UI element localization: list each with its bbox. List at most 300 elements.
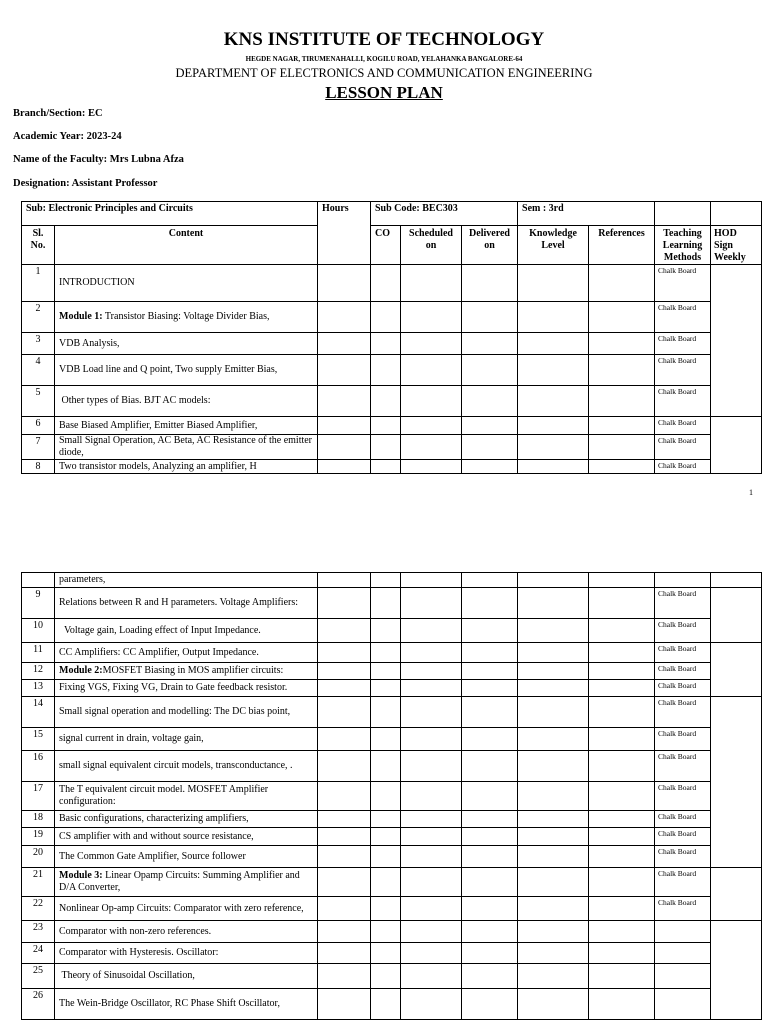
hours-header: Hours (318, 202, 371, 265)
topic-text: Transistor Biasing: Voltage Divider Bias, (102, 311, 270, 322)
co-cell (371, 355, 401, 386)
references-cell (589, 680, 655, 697)
delivered-cell (462, 460, 518, 474)
scheduled-cell (401, 921, 462, 943)
references-cell (589, 811, 655, 828)
co-cell (371, 964, 401, 989)
content-cell (55, 828, 318, 846)
hours-cell (318, 828, 371, 846)
hours-cell (318, 751, 371, 782)
references-cell (589, 697, 655, 728)
knowledge-level-cell (518, 782, 589, 811)
serial-number-cell: 16 (22, 751, 55, 782)
hours-cell (318, 355, 371, 386)
designation: Designation: Assistant Professor (13, 178, 158, 189)
content-cell (55, 265, 318, 302)
table-row (22, 588, 762, 619)
delivered-cell (462, 811, 518, 828)
hours-cell (318, 619, 371, 643)
delivered-cell (462, 751, 518, 782)
co-cell (371, 302, 401, 333)
serial-number-cell: 2 (22, 302, 55, 333)
content-cell (55, 680, 318, 697)
delivered-cell (462, 921, 518, 943)
delivered-cell (462, 828, 518, 846)
topic-text: VDB Load line and Q point, Two supply Emitter Bias, (59, 364, 278, 375)
col-content-header: Content (55, 226, 318, 265)
co-cell (371, 728, 401, 751)
scheduled-cell (401, 897, 462, 921)
co-cell (371, 663, 401, 680)
topic-text: Small signal operation and modelling: The DC bias point, (59, 706, 291, 717)
content-cell (55, 897, 318, 921)
teaching-method-cell: Chalk Board (655, 897, 711, 921)
knowledge-level-cell (518, 728, 589, 751)
table-row (22, 302, 762, 333)
content-cell (55, 663, 318, 680)
table-row (22, 355, 762, 386)
content-cell (55, 643, 318, 663)
table-row (22, 897, 762, 921)
co-cell (371, 265, 401, 302)
co-cell (371, 643, 401, 663)
content-cell (55, 989, 318, 1020)
scheduled-cell (401, 588, 462, 619)
table-row (22, 868, 762, 897)
topic-text: Nonlinear Op-amp Circuits: Comparator with zero reference, (59, 902, 304, 914)
scheduled-cell (401, 868, 462, 897)
knowledge-level-cell (518, 355, 589, 386)
references-cell (589, 386, 655, 417)
hours-cell (318, 897, 371, 921)
hours-cell (318, 643, 371, 663)
co-cell (371, 680, 401, 697)
references-cell (589, 333, 655, 355)
topic-text: Fixing VGS, Fixing VG, Drain to Gate feedback resistor. (59, 682, 288, 693)
scheduled-cell (401, 386, 462, 417)
teaching-method-cell: Chalk Board (655, 782, 711, 811)
col-knowledge-header: Knowledge Level (518, 226, 589, 265)
scheduled-cell (401, 460, 462, 474)
hours-cell (318, 302, 371, 333)
teaching-method-cell: Chalk Board (655, 265, 711, 302)
knowledge-level-cell (518, 573, 589, 588)
knowledge-level-cell (518, 435, 589, 460)
references-cell (589, 643, 655, 663)
teaching-method-cell: Chalk Board (655, 828, 711, 846)
delivered-cell (462, 573, 518, 588)
department-name: DEPARTMENT OF ELECTRONICS AND COMMUNICATION ENGINEERING (175, 66, 593, 80)
references-cell (589, 828, 655, 846)
col-sl-header: Sl. No. (22, 226, 55, 265)
scheduled-cell (401, 333, 462, 355)
scheduled-cell (401, 265, 462, 302)
topic-text: Comparator with non-zero references. (59, 925, 212, 937)
content-cell (55, 588, 318, 619)
delivered-cell (462, 964, 518, 989)
topic-text: VDB Analysis, (59, 337, 120, 349)
content-cell (55, 619, 318, 643)
knowledge-level-cell (518, 846, 589, 868)
content-cell (55, 302, 318, 333)
knowledge-level-cell (518, 989, 589, 1020)
knowledge-level-cell (518, 964, 589, 989)
sem-cell: Sem : 3rd (518, 202, 655, 226)
lesson-plan-table-page1 (21, 201, 762, 474)
table-row (22, 751, 762, 782)
teaching-method-cell: Chalk Board (655, 680, 711, 697)
delivered-cell (462, 697, 518, 728)
subject-cell: Sub: Electronic Principles and Circuits (22, 202, 318, 226)
serial-number-cell: 11 (22, 643, 55, 663)
lesson-plan-table-page2 (21, 572, 762, 1020)
delivered-cell (462, 265, 518, 302)
topic-text: signal current in drain, voltage gain, (59, 733, 204, 744)
knowledge-level-cell (518, 868, 589, 897)
content-cell (55, 460, 318, 474)
scheduled-cell (401, 828, 462, 846)
serial-number-cell: 13 (22, 680, 55, 697)
teaching-method-cell: Chalk Board (655, 588, 711, 619)
knowledge-level-cell (518, 943, 589, 964)
co-cell (371, 460, 401, 474)
topic-text: small signal equivalent circuit models, transconductance, . (59, 760, 293, 771)
content-cell (55, 964, 318, 989)
references-cell (589, 619, 655, 643)
topic-text: CS amplifier with and without source resistance, (59, 830, 254, 842)
teaching-method-cell (655, 943, 711, 964)
teaching-method-cell (655, 964, 711, 989)
subcode-cell: Sub Code: BEC303 (371, 202, 518, 226)
hours-cell (318, 811, 371, 828)
hod-sign-cell (711, 417, 762, 474)
scheduled-cell (401, 435, 462, 460)
topic-text: Comparator with Hysteresis. Oscillator: (59, 947, 219, 958)
topic-text: The Wein-Bridge Oscillator, RC Phase Shift Oscillator, (59, 998, 280, 1009)
delivered-cell (462, 943, 518, 964)
teaching-method-cell: Chalk Board (655, 643, 711, 663)
co-cell (371, 619, 401, 643)
module-label: Module 2: (59, 665, 103, 676)
delivered-cell (462, 417, 518, 435)
table-row (22, 619, 762, 643)
delivered-cell (462, 355, 518, 386)
topic-text: CC Amplifiers: CC Amplifier, Output Impedance. (59, 646, 259, 658)
content-cell (55, 355, 318, 386)
knowledge-level-cell (518, 828, 589, 846)
module-label: Module 3: (59, 870, 103, 881)
serial-number-cell: 21 (22, 868, 55, 897)
topic-text: Relations between R and H parameters. Voltage Amplifiers: (59, 597, 299, 608)
serial-number-cell: 17 (22, 782, 55, 811)
col-teaching-header: Teaching Learning Methods (655, 226, 711, 265)
delivered-cell (462, 619, 518, 643)
co-cell (371, 868, 401, 897)
co-cell (371, 943, 401, 964)
teaching-method-cell: Chalk Board (655, 697, 711, 728)
hod-sign-cell (711, 921, 762, 1020)
co-cell (371, 751, 401, 782)
serial-number-cell (22, 573, 55, 588)
knowledge-level-cell (518, 643, 589, 663)
co-cell (371, 782, 401, 811)
delivered-cell (462, 782, 518, 811)
references-cell (589, 964, 655, 989)
knowledge-level-cell (518, 302, 589, 333)
knowledge-level-cell (518, 680, 589, 697)
table-row (22, 811, 762, 828)
table-row (22, 846, 762, 868)
column-header-row (22, 226, 762, 265)
table-row (22, 943, 762, 964)
serial-number-cell: 1 (22, 265, 55, 302)
module-label: Module 1: (59, 311, 103, 322)
references-cell (589, 265, 655, 302)
references-cell (589, 435, 655, 460)
table-row (22, 921, 762, 943)
references-cell (589, 663, 655, 680)
page-number: 1 (749, 488, 753, 497)
references-cell (589, 782, 655, 811)
teaching-method-cell: Chalk Board (655, 355, 711, 386)
table-row (22, 386, 762, 417)
topic-text: MOSFET Biasing in MOS amplifier circuits: (102, 665, 284, 676)
knowledge-level-cell (518, 663, 589, 680)
hours-cell (318, 680, 371, 697)
hours-cell (318, 943, 371, 964)
teaching-method-cell (655, 573, 711, 588)
co-cell (371, 846, 401, 868)
scheduled-cell (401, 964, 462, 989)
table-row (22, 417, 762, 435)
delivered-cell (462, 728, 518, 751)
knowledge-level-cell (518, 333, 589, 355)
col-co-header: CO (371, 226, 401, 265)
teaching-method-cell: Chalk Board (655, 811, 711, 828)
topic-text: Linear Opamp Circuits: Summing Amplifier and D/A Converter, (59, 870, 303, 893)
knowledge-level-cell (518, 417, 589, 435)
scheduled-cell (401, 663, 462, 680)
table-row (22, 663, 762, 680)
hod-sign-cell (711, 573, 762, 588)
institute-name: KNS INSTITUTE OF TECHNOLOGY (223, 29, 545, 50)
table-row (22, 643, 762, 663)
knowledge-level-cell (518, 265, 589, 302)
delivered-cell (462, 680, 518, 697)
co-cell (371, 697, 401, 728)
serial-number-cell: 25 (22, 964, 55, 989)
hours-cell (318, 588, 371, 619)
serial-number-cell: 22 (22, 897, 55, 921)
subject-header-row (22, 202, 762, 226)
content-cell (55, 386, 318, 417)
topic-text: Two transistor models, Analyzing an amplifier, H (59, 460, 257, 472)
delivered-cell (462, 868, 518, 897)
content-cell (55, 573, 318, 588)
references-cell (589, 588, 655, 619)
references-cell (589, 989, 655, 1020)
table-row (22, 573, 762, 588)
co-cell (371, 435, 401, 460)
teaching-method-cell: Chalk Board (655, 751, 711, 782)
content-cell (55, 435, 318, 460)
knowledge-level-cell (518, 588, 589, 619)
serial-number-cell: 4 (22, 355, 55, 386)
serial-number-cell: 3 (22, 333, 55, 355)
topic-text: The Common Gate Amplifier, Source follower (59, 850, 246, 862)
serial-number-cell: 23 (22, 921, 55, 943)
table-row (22, 728, 762, 751)
hours-cell (318, 697, 371, 728)
co-cell (371, 811, 401, 828)
topic-text: Theory of Sinusoidal Oscillation, (59, 970, 195, 981)
topic-text: INTRODUCTION (59, 277, 135, 288)
references-cell (589, 355, 655, 386)
content-cell (55, 782, 318, 811)
serial-number-cell: 14 (22, 697, 55, 728)
teaching-method-cell: Chalk Board (655, 386, 711, 417)
teaching-method-cell: Chalk Board (655, 302, 711, 333)
topic-text: Base Biased Amplifier, Emitter Biased Amplifier, (59, 419, 258, 431)
serial-number-cell: 12 (22, 663, 55, 680)
teaching-method-cell: Chalk Board (655, 460, 711, 474)
col-scheduled-header: Scheduled on (401, 226, 462, 265)
table-row (22, 989, 762, 1020)
col-references-header: References (589, 226, 655, 265)
serial-number-cell: 10 (22, 619, 55, 643)
scheduled-cell (401, 697, 462, 728)
references-cell (589, 868, 655, 897)
references-cell (589, 460, 655, 474)
document-title: LESSON PLAN (325, 83, 443, 102)
content-cell (55, 333, 318, 355)
hours-cell (318, 782, 371, 811)
scheduled-cell (401, 355, 462, 386)
scheduled-cell (401, 811, 462, 828)
references-cell (589, 897, 655, 921)
hours-cell (318, 460, 371, 474)
knowledge-level-cell (518, 697, 589, 728)
hours-cell (318, 386, 371, 417)
knowledge-level-cell (518, 619, 589, 643)
table-row (22, 782, 762, 811)
delivered-cell (462, 989, 518, 1020)
table-row (22, 435, 762, 460)
branch-section: Branch/Section: EC (13, 108, 103, 119)
delivered-cell (462, 302, 518, 333)
hours-cell (318, 728, 371, 751)
references-cell (589, 728, 655, 751)
co-cell (371, 921, 401, 943)
teaching-method-cell: Chalk Board (655, 663, 711, 680)
hours-cell (318, 921, 371, 943)
topic-text: Voltage gain, Loading effect of Input Impedance. (59, 624, 261, 636)
teaching-method-cell: Chalk Board (655, 868, 711, 897)
content-cell (55, 846, 318, 868)
serial-number-cell: 6 (22, 417, 55, 435)
teaching-method-cell: Chalk Board (655, 846, 711, 868)
content-cell (55, 751, 318, 782)
delivered-cell (462, 663, 518, 680)
co-cell (371, 386, 401, 417)
hours-cell (318, 417, 371, 435)
serial-number-cell: 19 (22, 828, 55, 846)
topic-text: Basic configurations, characterizing amplifiers, (59, 813, 249, 824)
serial-number-cell: 15 (22, 728, 55, 751)
topic-text: Other types of Bias. BJT AC models: (59, 395, 211, 406)
table-row (22, 828, 762, 846)
hours-cell (318, 964, 371, 989)
scheduled-cell (401, 302, 462, 333)
knowledge-level-cell (518, 897, 589, 921)
table-row (22, 680, 762, 697)
scheduled-cell (401, 846, 462, 868)
scheduled-cell (401, 573, 462, 588)
table-row (22, 460, 762, 474)
knowledge-level-cell (518, 921, 589, 943)
content-cell (55, 943, 318, 964)
delivered-cell (462, 435, 518, 460)
delivered-cell (462, 333, 518, 355)
scheduled-cell (401, 943, 462, 964)
teaching-method-cell: Chalk Board (655, 333, 711, 355)
co-cell (371, 897, 401, 921)
hod-sign-cell (711, 643, 762, 697)
hours-cell (318, 333, 371, 355)
serial-number-cell: 24 (22, 943, 55, 964)
hours-cell (318, 573, 371, 588)
delivered-cell (462, 386, 518, 417)
hours-cell (318, 989, 371, 1020)
teaching-method-cell (655, 989, 711, 1020)
serial-number-cell: 7 (22, 435, 55, 460)
scheduled-cell (401, 619, 462, 643)
teaching-method-cell: Chalk Board (655, 417, 711, 435)
references-cell (589, 846, 655, 868)
content-cell (55, 921, 318, 943)
scheduled-cell (401, 989, 462, 1020)
knowledge-level-cell (518, 811, 589, 828)
content-cell (55, 811, 318, 828)
references-cell (589, 302, 655, 333)
serial-number-cell: 20 (22, 846, 55, 868)
col-delivered-header: Delivered on (462, 226, 518, 265)
content-cell (55, 697, 318, 728)
table-row (22, 333, 762, 355)
content-cell (55, 868, 318, 897)
references-cell (589, 417, 655, 435)
teaching-method-cell: Chalk Board (655, 728, 711, 751)
delivered-cell (462, 588, 518, 619)
scheduled-cell (401, 728, 462, 751)
scheduled-cell (401, 417, 462, 435)
scheduled-cell (401, 680, 462, 697)
serial-number-cell: 26 (22, 989, 55, 1020)
academic-year: Academic Year: 2023-24 (13, 131, 122, 142)
serial-number-cell: 5 (22, 386, 55, 417)
table-row (22, 697, 762, 728)
blank-cell (711, 202, 762, 226)
references-cell (589, 751, 655, 782)
knowledge-level-cell (518, 751, 589, 782)
institute-address: HEGDE NAGAR, TIRUMENAHALLI, KOGILU ROAD, YELAHANKA BANGALORE-64 (245, 55, 523, 63)
topic-text: parameters, (59, 574, 106, 585)
hours-cell (318, 846, 371, 868)
hod-sign-cell (711, 868, 762, 921)
co-cell (371, 588, 401, 619)
blank-cell (655, 202, 711, 226)
topic-text: The T equivalent circuit model. MOSFET Amplifier configuration: (59, 784, 271, 807)
